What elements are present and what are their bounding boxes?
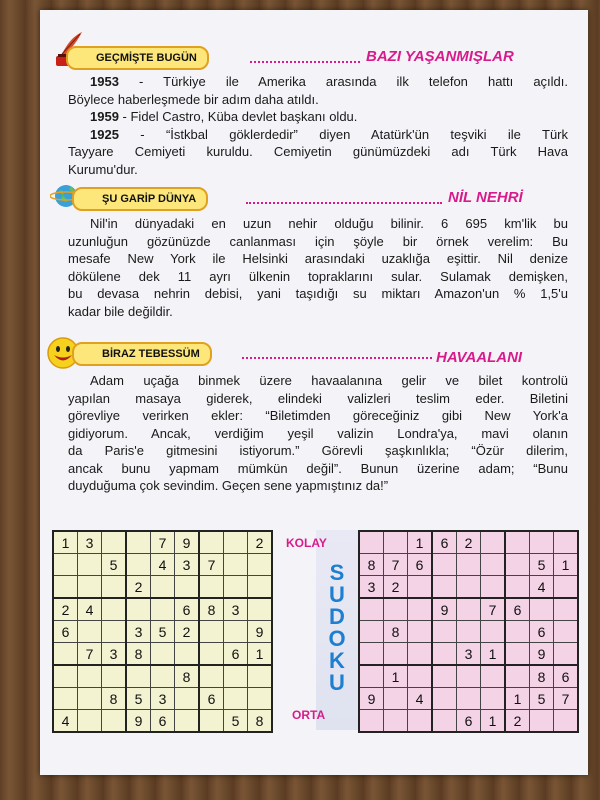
nile-line: dökülene dek 11 ayrı ülkenin topraklarını sular. Sulamak demişken,: [68, 268, 568, 284]
easy-cell[interactable]: [199, 576, 224, 599]
medium-cell[interactable]: [481, 576, 506, 599]
easy-cell[interactable]: [224, 688, 248, 710]
easy-cell: 7: [78, 643, 102, 666]
medium-cell[interactable]: [505, 665, 530, 688]
medium-cell[interactable]: [457, 598, 481, 621]
medium-cell[interactable]: [384, 688, 408, 710]
section-label-pill: BİRAZ TEBESSÜM: [72, 342, 212, 366]
easy-cell: 1: [248, 643, 273, 666]
medium-cell: 7: [481, 598, 506, 621]
easy-cell[interactable]: [248, 554, 273, 576]
easy-cell[interactable]: [102, 576, 127, 599]
entry-1925-end: Kurumu'dur.: [68, 161, 138, 177]
easy-cell[interactable]: [175, 576, 200, 599]
section-label-pill: ŞU GARİP DÜNYA: [72, 187, 208, 211]
medium-cell[interactable]: [384, 643, 408, 666]
joke-line: ancak bunu yapmam mümkün değil”. Bunun üzerine adam; “Bunu: [68, 460, 568, 476]
medium-cell[interactable]: [530, 531, 554, 554]
medium-cell[interactable]: [408, 665, 433, 688]
easy-cell[interactable]: [53, 554, 78, 576]
easy-cell[interactable]: [78, 554, 102, 576]
sudoku-letter: U: [329, 582, 345, 607]
easy-cell[interactable]: [53, 643, 78, 666]
medium-cell: 4: [408, 688, 433, 710]
easy-cell[interactable]: [151, 598, 175, 621]
medium-cell[interactable]: [359, 598, 384, 621]
easy-cell: 2: [248, 531, 273, 554]
easy-row: [53, 531, 272, 554]
dotted-divider: [246, 202, 442, 204]
easy-cell[interactable]: [151, 643, 175, 666]
entry-1953-cont: Böylece haberleşmede bir adım daha atıldı.: [68, 91, 319, 107]
nile-paragraph: [68, 215, 568, 320]
easy-cell[interactable]: [53, 576, 78, 599]
easy-cell[interactable]: [199, 665, 224, 688]
medium-cell: 2: [457, 531, 481, 554]
medium-row: [359, 710, 578, 733]
sudoku-medium-grid: [358, 530, 579, 733]
medium-cell: 1: [554, 554, 579, 576]
history-entries: [68, 73, 568, 178]
easy-cell: 6: [224, 643, 248, 666]
medium-cell[interactable]: [505, 531, 530, 554]
easy-cell[interactable]: [126, 598, 151, 621]
sudoku-letter: D: [329, 604, 345, 629]
medium-label: ORTA: [292, 708, 326, 722]
medium-cell[interactable]: [432, 554, 457, 576]
easy-cell[interactable]: [78, 665, 102, 688]
sudoku-letter: U: [329, 670, 345, 695]
easy-cell[interactable]: [126, 554, 151, 576]
easy-cell: 5: [102, 554, 127, 576]
medium-cell: 3: [457, 643, 481, 666]
medium-cell[interactable]: [457, 665, 481, 688]
easy-cell[interactable]: [224, 621, 248, 643]
section-header-world: [50, 187, 570, 211]
section-title: HAVAALANI: [436, 349, 523, 366]
medium-cell[interactable]: [359, 665, 384, 688]
easy-cell: 9: [175, 531, 200, 554]
easy-row: [53, 598, 272, 621]
medium-cell[interactable]: [384, 710, 408, 733]
medium-cell[interactable]: [554, 531, 579, 554]
joke-line: Adam uçağa binmek üzere havaalanına gelir ve bilet kontrolü: [90, 373, 568, 388]
medium-cell[interactable]: [554, 621, 579, 643]
medium-cell: 9: [530, 643, 554, 666]
easy-cell[interactable]: [248, 688, 273, 710]
easy-cell: 5: [224, 710, 248, 733]
medium-cell: 5: [530, 688, 554, 710]
easy-cell: 1: [53, 531, 78, 554]
easy-cell[interactable]: [151, 665, 175, 688]
airport-joke-paragraph: [68, 372, 568, 495]
medium-cell[interactable]: [432, 643, 457, 666]
medium-row: [359, 643, 578, 666]
easy-row: [53, 643, 272, 666]
joke-line: duyduğuma çok sevindim. Geçen sene yapmıştınız da!”: [68, 478, 389, 493]
easy-cell: 6: [151, 710, 175, 733]
easy-row: [53, 665, 272, 688]
easy-cell: 9: [126, 710, 151, 733]
easy-cell[interactable]: [175, 710, 200, 733]
medium-row: [359, 576, 578, 599]
joke-line: da Paris'e gitmesini istiyorum.” Görevli şaşkınlıkla; “Özür dilerim,: [68, 443, 568, 458]
easy-cell[interactable]: [102, 598, 127, 621]
medium-cell: 6: [530, 621, 554, 643]
medium-cell[interactable]: [457, 621, 481, 643]
medium-cell[interactable]: [554, 643, 579, 666]
easy-cell[interactable]: [248, 576, 273, 599]
medium-cell[interactable]: [530, 598, 554, 621]
easy-cell[interactable]: [248, 598, 273, 621]
medium-row: [359, 688, 578, 710]
medium-cell[interactable]: [530, 710, 554, 733]
entry-1925-cont: Tayyare Cemiyeti kuruldu. Cemiyetin günümüzdeki adı Türk Hava: [68, 144, 568, 159]
entry-1953: 1953 - Türkiye ile Amerika arasında ilk telefon hattı açıldı.: [90, 74, 568, 89]
easy-cell[interactable]: [78, 621, 102, 643]
easy-cell[interactable]: [224, 576, 248, 599]
dotted-divider: [242, 357, 432, 359]
joke-line: görevliye verirken ekler: “Biletimden göreceğiniz gibi New York'a: [68, 408, 568, 423]
easy-cell: 8: [248, 710, 273, 733]
easy-cell: 3: [175, 554, 200, 576]
nile-line: Nil'in dünyadaki en uzun nehir olduğu bilinir. 6 695 km'lik bu: [90, 216, 568, 231]
sudoku-letter: O: [328, 626, 346, 651]
entry-1959: 1959 - Fidel Castro, Küba devlet başkanı oldu.: [90, 109, 358, 124]
dotted-divider: [250, 61, 360, 63]
easy-cell: 2: [53, 598, 78, 621]
joke-line: yapılan masaya giderek, elindeki valizleri teslim eder. Biletini: [68, 390, 568, 406]
medium-cell[interactable]: [359, 643, 384, 666]
easy-cell[interactable]: [199, 531, 224, 554]
easy-cell: 6: [175, 598, 200, 621]
medium-cell[interactable]: [359, 531, 384, 554]
medium-cell[interactable]: [408, 643, 433, 666]
medium-cell[interactable]: [481, 531, 506, 554]
easy-cell: 8: [102, 688, 127, 710]
medium-cell: 6: [408, 554, 433, 576]
medium-cell: 3: [359, 576, 384, 599]
medium-cell[interactable]: [505, 554, 530, 576]
nile-line: kadar bile değildir.: [68, 303, 173, 319]
medium-cell[interactable]: [432, 621, 457, 643]
easy-cell[interactable]: [175, 688, 200, 710]
easy-row: [53, 621, 272, 643]
medium-cell[interactable]: [408, 576, 433, 599]
easy-cell: 7: [151, 531, 175, 554]
section-title: BAZI YAŞANMIŞLAR: [366, 48, 514, 65]
easy-label: KOLAY: [286, 536, 327, 550]
medium-cell[interactable]: [554, 598, 579, 621]
sudoku-letter: K: [329, 648, 345, 673]
easy-cell[interactable]: [102, 531, 127, 554]
magazine-page: [40, 10, 588, 775]
medium-cell[interactable]: [457, 688, 481, 710]
medium-cell: 7: [384, 554, 408, 576]
medium-cell: 9: [432, 598, 457, 621]
medium-cell[interactable]: [408, 621, 433, 643]
easy-row: [53, 688, 272, 710]
medium-cell: 8: [359, 554, 384, 576]
medium-cell[interactable]: [457, 576, 481, 599]
medium-cell: 5: [530, 554, 554, 576]
easy-row: [53, 710, 272, 733]
easy-cell: 4: [151, 554, 175, 576]
easy-cell[interactable]: [199, 621, 224, 643]
medium-cell[interactable]: [457, 554, 481, 576]
nile-line: uzunluğun gözünüzde canlanması için şöyle bir örnek verelim: Bu: [68, 233, 568, 249]
easy-cell: 4: [78, 598, 102, 621]
easy-cell[interactable]: [126, 665, 151, 688]
medium-row: [359, 531, 578, 554]
easy-cell[interactable]: [175, 643, 200, 666]
easy-cell: 7: [199, 554, 224, 576]
easy-cell: 6: [199, 688, 224, 710]
medium-cell[interactable]: [481, 688, 506, 710]
easy-cell: 3: [151, 688, 175, 710]
medium-cell[interactable]: [505, 621, 530, 643]
easy-cell[interactable]: [224, 554, 248, 576]
medium-cell[interactable]: [432, 665, 457, 688]
medium-cell: 8: [530, 665, 554, 688]
medium-row: [359, 665, 578, 688]
entry-1925: 1925 - “İstkbal göklerdedir” diyen Atatürk'ün teşviki ile Türk: [90, 126, 569, 142]
sudoku-letter: S: [329, 560, 345, 585]
medium-cell: 6: [457, 710, 481, 733]
nile-line: mesafe New York ile Helsinki arasındaki uzaklığa eşittir. Nil denize: [68, 251, 568, 266]
medium-cell[interactable]: [408, 710, 433, 733]
medium-row: [359, 598, 578, 621]
section-title: NİL NEHRİ: [448, 189, 523, 206]
easy-cell[interactable]: [102, 665, 127, 688]
joke-line: gidiyorum. Ancak, verdiğim yeşil valizin Londra'ya, mavi olanın: [68, 425, 568, 441]
easy-cell[interactable]: [78, 576, 102, 599]
easy-cell[interactable]: [102, 710, 127, 733]
easy-cell: 8: [175, 665, 200, 688]
medium-cell: 1: [384, 665, 408, 688]
medium-cell: 1: [481, 710, 506, 733]
medium-cell: 7: [554, 688, 579, 710]
section-header-smile: [50, 342, 570, 366]
sudoku-title: [320, 562, 354, 694]
easy-cell: 5: [126, 688, 151, 710]
easy-cell[interactable]: [78, 710, 102, 733]
easy-cell: 3: [78, 531, 102, 554]
easy-cell: 2: [175, 621, 200, 643]
nile-line: bu devasa nehrin debisi, yani taşıdığı su miktarı Amazon'un % 1,5'u: [68, 286, 568, 301]
easy-cell[interactable]: [102, 621, 127, 643]
medium-cell[interactable]: [384, 531, 408, 554]
easy-cell: 3: [224, 598, 248, 621]
medium-row: [359, 554, 578, 576]
medium-cell[interactable]: [359, 621, 384, 643]
medium-cell[interactable]: [408, 598, 433, 621]
easy-cell: 6: [53, 621, 78, 643]
medium-cell[interactable]: [554, 710, 579, 733]
medium-cell[interactable]: [554, 576, 579, 599]
easy-cell[interactable]: [53, 688, 78, 710]
medium-cell[interactable]: [481, 621, 506, 643]
easy-cell: 8: [199, 598, 224, 621]
easy-cell: 5: [151, 621, 175, 643]
easy-cell: 3: [102, 643, 127, 666]
easy-cell[interactable]: [199, 643, 224, 666]
medium-cell[interactable]: [384, 598, 408, 621]
medium-cell[interactable]: [359, 710, 384, 733]
medium-cell: 6: [554, 665, 579, 688]
easy-cell[interactable]: [224, 531, 248, 554]
easy-cell: 8: [126, 643, 151, 666]
medium-cell[interactable]: [432, 688, 457, 710]
easy-row: [53, 576, 272, 599]
easy-row: [53, 554, 272, 576]
easy-cell[interactable]: [53, 665, 78, 688]
medium-cell[interactable]: [432, 576, 457, 599]
medium-row: [359, 621, 578, 643]
medium-cell: 6: [505, 598, 530, 621]
easy-cell: 4: [53, 710, 78, 733]
medium-cell: 9: [359, 688, 384, 710]
easy-cell[interactable]: [248, 665, 273, 688]
medium-cell: 2: [505, 710, 530, 733]
easy-cell[interactable]: [199, 710, 224, 733]
medium-cell: 1: [408, 531, 433, 554]
medium-cell[interactable]: [481, 665, 506, 688]
medium-cell: 8: [384, 621, 408, 643]
medium-cell: 2: [384, 576, 408, 599]
medium-cell: 1: [481, 643, 506, 666]
section-label-pill: GEÇMİŞTE BUGÜN: [66, 46, 209, 70]
easy-cell: 2: [126, 576, 151, 599]
easy-cell[interactable]: [224, 665, 248, 688]
medium-cell: 1: [505, 688, 530, 710]
medium-cell: 4: [530, 576, 554, 599]
medium-cell: 6: [432, 531, 457, 554]
sudoku-easy-grid: [52, 530, 273, 733]
medium-cell[interactable]: [481, 554, 506, 576]
easy-cell: 9: [248, 621, 273, 643]
medium-cell[interactable]: [505, 576, 530, 599]
easy-cell[interactable]: [126, 531, 151, 554]
easy-cell: 3: [126, 621, 151, 643]
section-header-history: [50, 46, 570, 70]
easy-cell[interactable]: [78, 688, 102, 710]
medium-cell[interactable]: [432, 710, 457, 733]
medium-cell[interactable]: [505, 643, 530, 666]
easy-cell[interactable]: [151, 576, 175, 599]
